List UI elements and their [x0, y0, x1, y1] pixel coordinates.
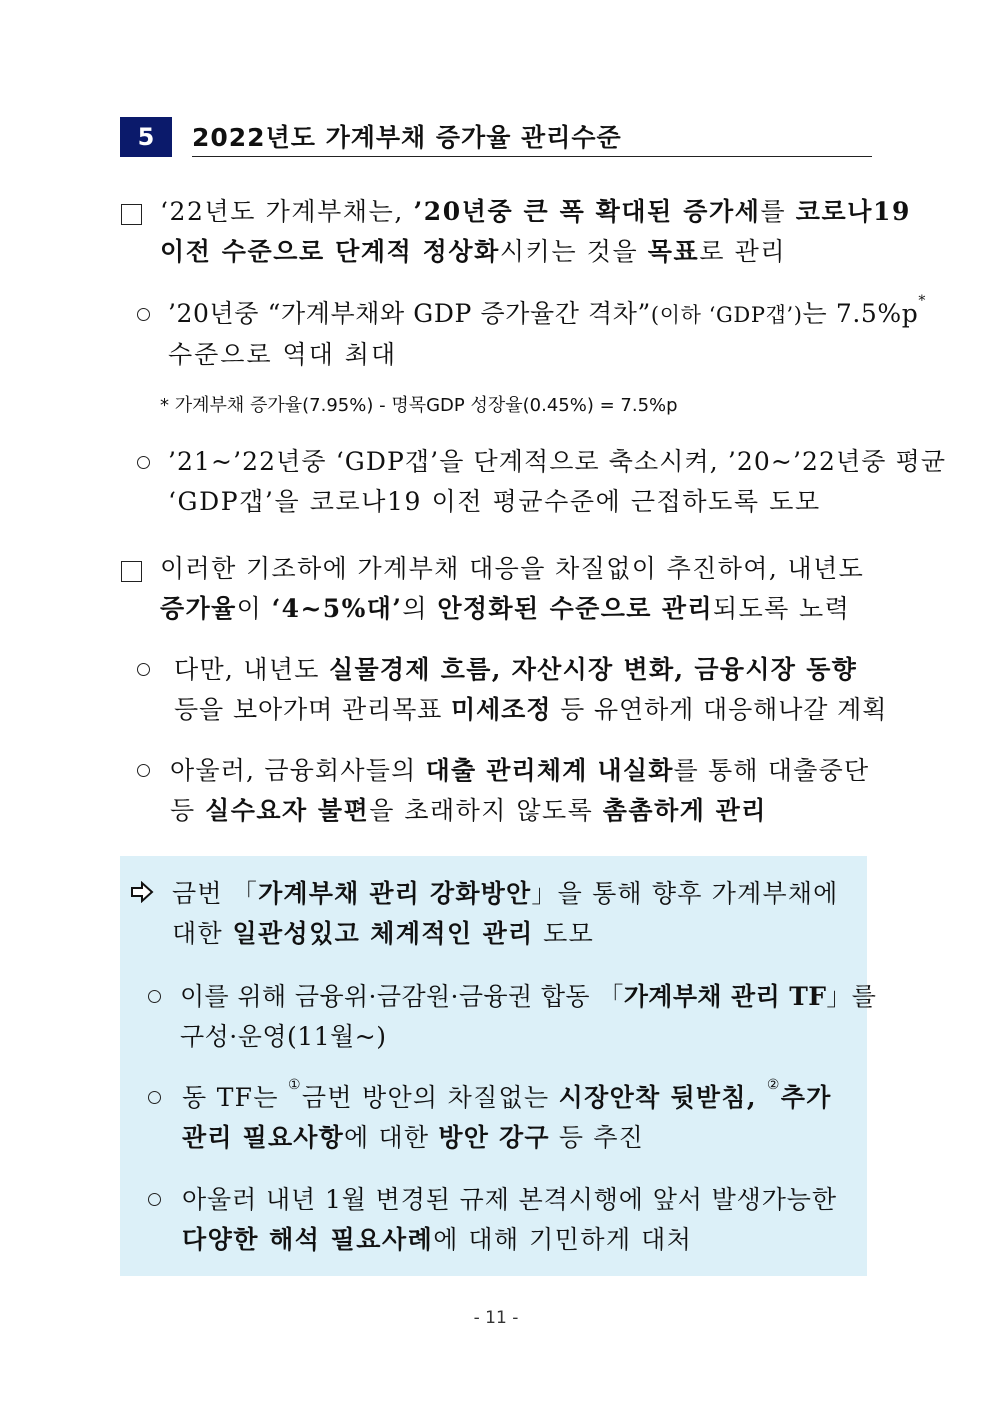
bullet1-line2: 이전 수준으로 단계적 정상화시키는 것을 목표로 관리	[160, 237, 787, 266]
bullet-paragraph-1	[160, 192, 911, 272]
section-number-badge: 5	[120, 117, 172, 157]
arrow-right-icon	[130, 881, 154, 903]
square-bullet-icon	[121, 204, 142, 225]
sub1-line1: ’20년중 “가계부채와 GDP 증가율간 격차”(이하 ‘GDP갭’)는 7.5%p*	[168, 293, 926, 328]
box-item3-line1: 아울러 내년 1월 변경된 규제 본격시행에 앞서 발생가능한	[182, 1185, 837, 1214]
sub-paragraph-2	[168, 442, 946, 522]
box-item1-line1: 이를 위해 금융위·금감원·금융권 합동 「가계부채 관리 TF」를	[180, 982, 877, 1011]
box-main-line1: 금번 「가계부채 관리 강화방안」을 통해 향후 가계부채에	[172, 879, 839, 908]
page-number: - 11 -	[473, 1308, 519, 1328]
box-item-2	[182, 1078, 832, 1158]
sub-paragraph-3	[174, 650, 887, 730]
circle-bullet-icon	[148, 1193, 161, 1206]
sub2-line1: ’21~’22년중 ‘GDP갭’을 단계적으로 축소시켜, ’20~’22년중 평균	[168, 447, 947, 476]
section-title: 2022년도 가계부채 증가율 관리수준	[192, 123, 622, 152]
box-item-1	[180, 977, 876, 1057]
sub3-line2: 등을 보아가며 관리목표 미세조정 등 유연하게 대응해나갈 계획	[174, 695, 888, 724]
circle-bullet-icon	[148, 990, 161, 1003]
circle-bullet-icon	[148, 1091, 161, 1104]
sub3-line1: 다만, 내년도 실물경제 흐름, 자산시장 변화, 금융시장 동향	[174, 655, 858, 684]
circle-bullet-icon	[137, 308, 150, 321]
footnote: * 가계부채 증가율(7.95%) - 명목GDP 성장율(0.45%) = 7.5%p	[160, 395, 678, 416]
box-item1-line2: 구성·운영(11월~)	[180, 1022, 387, 1051]
bullet2-line2: 증가율이 ‘4~5%대’의 안정화된 수준으로 관리되도록 노력	[160, 594, 851, 623]
circle-bullet-icon	[137, 764, 150, 777]
box-main-paragraph	[172, 874, 839, 954]
box-item3-line2: 다양한 해석 필요사례에 대해 기민하게 대처	[182, 1225, 693, 1254]
section-divider	[192, 156, 872, 157]
bullet-paragraph-2	[160, 549, 864, 629]
bullet2-line1: 이러한 기조하에 가계부채 대응을 차질없이 추진하여, 내년도	[160, 554, 865, 583]
section-header	[120, 117, 872, 157]
sub4-line1: 아울러, 금융회사들의 대출 관리체계 내실화를 통해 대출중단	[170, 756, 870, 785]
circle-bullet-icon	[137, 456, 150, 469]
box-item-3	[182, 1180, 837, 1260]
sub-paragraph-4	[170, 751, 869, 831]
sub2-line2: ‘GDP갭’을 코로나19 이전 평균수준에 근접하도록 도모	[168, 487, 821, 516]
bullet1-line1: ‘22년도 가계부채는, ’20년중 큰 폭 확대된 증가세를 코로나19	[160, 197, 912, 226]
sub-paragraph-1	[168, 294, 926, 375]
circle-bullet-icon	[137, 663, 150, 676]
square-bullet-icon	[121, 561, 142, 582]
box-item2-line2: 관리 필요사항에 대한 방안 강구 등 추진	[182, 1123, 645, 1152]
box-main-line2: 대한 일관성있고 체계적인 관리 도모	[172, 919, 595, 948]
sub1-line2: 수준으로 역대 최대	[168, 340, 398, 369]
box-item2-line1: 동 TF는 ①금번 방안의 차질없는 시장안착 뒷받침, ②추가	[182, 1077, 832, 1112]
sub4-line2: 등 실수요자 불편을 초래하지 않도록 촘촘하게 관리	[170, 796, 767, 825]
